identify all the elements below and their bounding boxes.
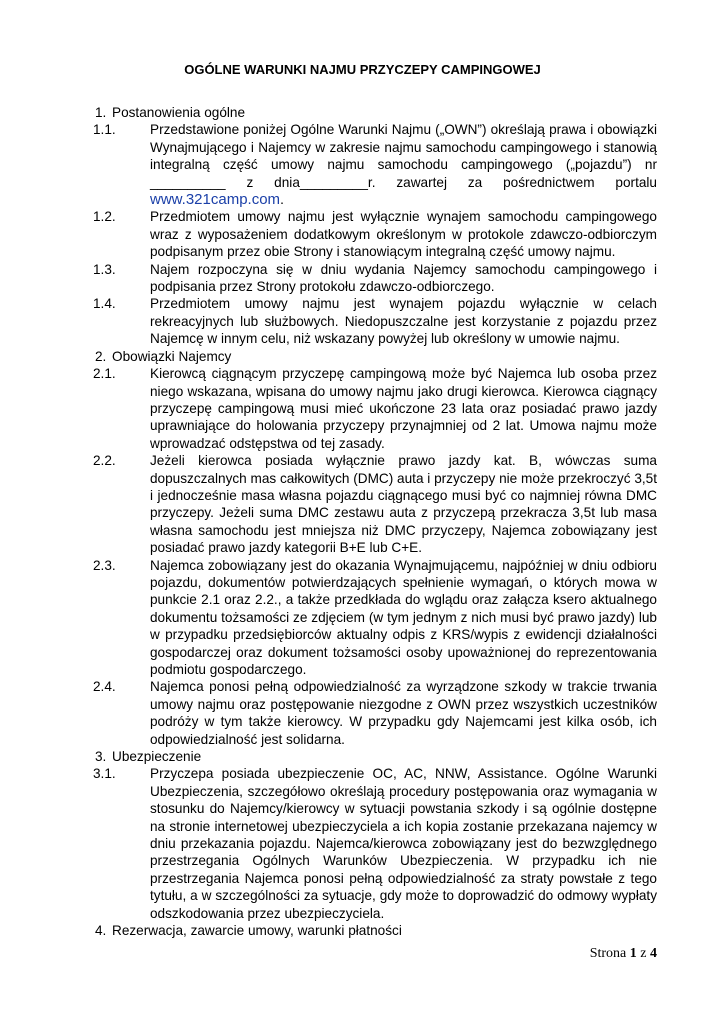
clause-number: 1.4. <box>93 296 116 312</box>
clause-number: 2.4. <box>93 679 116 695</box>
clause <box>93 452 657 556</box>
total-pages-number: 4 <box>650 946 657 961</box>
section <box>95 104 657 121</box>
clause-number: 1.3. <box>93 261 116 277</box>
document-title: OGÓLNE WARUNKI NAJMU PRZYCZEPY CAMPINGOWEJ <box>184 62 541 77</box>
current-page-number: 1 <box>629 946 637 961</box>
clause-text: Przedstawione poniżej Ogólne Warunki Najmu („OWN”) określają prawa i obowiązki Wynajmującego i Najemcy w zakresie najmu samochodu campingowego i stanowią integralną część umowy najmu samochodu campingowego („pojazdu”) nr __________ z dnia_________r. zawartej za pośrednictwem portalu <box>150 122 657 190</box>
clause <box>93 121 657 209</box>
page-footer <box>590 946 657 962</box>
document-body <box>95 104 657 940</box>
clause-number: 1.1. <box>93 122 116 138</box>
clause-text: Przedmiotem umowy najmu jest wyłącznie wynajem samochodu campingowego wraz z wyposażeniem dodatkowym określonym w protokole zdawczo-odbiorczym podpisanym przez obie Strony i stanowiącym integralną część umowy najmu. <box>150 209 657 260</box>
clause <box>93 295 657 347</box>
clause <box>93 261 657 296</box>
section-title: Postanowienia ogólne <box>112 105 246 120</box>
section <box>95 348 657 365</box>
section-title: Obowiązki Najemcy <box>112 348 232 364</box>
section-title: Rezerwacja, zawarcie umowy, warunki płatności <box>112 923 402 939</box>
clause-number: 2.1. <box>93 366 116 382</box>
clause-text: Najemca zobowiązany jest do okazania Wynajmującemu, najpóźniej w dniu odbioru pojazdu, dokumentów potwierdzających spełnienie wymagań, o których mowa w punkcie 2.1 oraz 2.2., a także przedkłada do wglądu oraz załącza ksero aktualnego dokumentu tożsamości ze zdjęciem (w tym jednym z nich musi być prawo jazdy) lub w przypadku przedsiębiorców aktualny odpis z KRS/wypis z ewidencji działalności gospodarczej oraz dokument tożsamości osoby upoważnionej do reprezentowania podmiotu gospodarczego. <box>150 557 657 677</box>
clause-text: Przyczepa posiada ubezpieczenie OC, AC, NNW, Assistance. Ogólne Warunki Ubezpieczenia, szczegółowo określają procedury postępowania oraz wymagania w stosunku do Najemcy/kierowcy w sytuacji powstania szkody i są ogólnie dostępne na stronie internetowej ubezpieczyciela a ich kopia zostanie przekazana najemcy w dniu przekazania pojazdu. Najemca/kierowca zobowiązany jest do bezwzględnego przestrzegania Ogólnych Warunków Ubezpieczenia. W przypadku ich nie przestrzegania Najemca ponosi pełną odpowiedzialność za straty powstałe z tego tytułu, a w szczególności za sytuacje, gdy może to doprowadzić do odmowy wypłaty odszkodowania przez ubezpieczyciela. <box>150 766 657 921</box>
section-title: Ubezpieczenie <box>112 749 202 765</box>
section-number: 1. <box>95 105 107 120</box>
clause-text: Przedmiotem umowy najmu jest wynajem pojazdu wyłącznie w celach rekreacyjnych lub służbowych. Niedopuszczalne jest korzystanie z pojazdu przez Najemcę w innym celu, niż wskazany powyżej lub określony w umowie najmu. <box>150 296 657 347</box>
clause <box>93 365 657 452</box>
clause-text: Jeżeli kierowca posiada wyłącznie prawo jazdy kat. B, wówczas suma dopuszczalnych mas całkowitych (DMC) auta i przyczepy nie może przekroczyć 3,5t i jednocześnie masa własna pojazdu ciągnącego musi być co najmniej równa DMC przyczepy. Jeżeli suma DMC zestawu auta z przyczepą przekracza 3,5t lub masa własna samochodu jest mniejsza niż DMC przyczepy, Najemca zobowiązany jest posiadać prawo jazdy kategorii B+E lub C+E. <box>150 453 657 556</box>
section-number: 3. <box>95 749 107 765</box>
portal-link[interactable]: www.321camp.com <box>150 191 281 209</box>
clause <box>93 678 657 748</box>
clause-number: 2.3. <box>93 557 116 573</box>
section <box>95 748 657 765</box>
clause-text: Najemca ponosi pełną odpowiedzialność za wyrządzone szkody w trakcie trwania umowy najmu oraz postępowanie niezgodne z OWN przez wszystkich uczestników podróży w tym także kierowcy. W przypadku gdy Najemcami jest kilka osób, ich odpowiedzialność jest solidarna. <box>150 679 657 747</box>
footer-prefix: Strona <box>589 946 630 961</box>
section <box>95 922 657 939</box>
clause-text-end: . <box>280 192 284 208</box>
clause-text: Najem rozpoczyna się w dniu wydania Najemcy samochodu campingowego i podpisania przez Strony protokołu zdawczo-odbiorczego. <box>150 261 657 295</box>
clause <box>93 765 657 922</box>
clause <box>93 208 657 260</box>
clause-number: 1.2. <box>93 209 116 225</box>
clause <box>93 557 657 679</box>
clause-text: Kierowcą ciągnącym przyczepę campingową może być Najemca lub osoba przez niego wskazana, wpisana do umowy najmu jako drugi kierowca. Kierowca ciągnący przyczepę campingową musi mieć ukończone 23 lata oraz posiadać prawo jazdy uprawniające do holowania przyczepy przynajmniej od 2 lat. Umowa najmu może wprowadzać odstępstwa od tej zasady. <box>150 366 657 451</box>
section-number: 4. <box>95 923 107 939</box>
clause-number: 3.1. <box>93 766 116 782</box>
clause-number: 2.2. <box>93 453 116 469</box>
footer-middle: z <box>636 946 650 961</box>
section-number: 2. <box>95 348 107 364</box>
